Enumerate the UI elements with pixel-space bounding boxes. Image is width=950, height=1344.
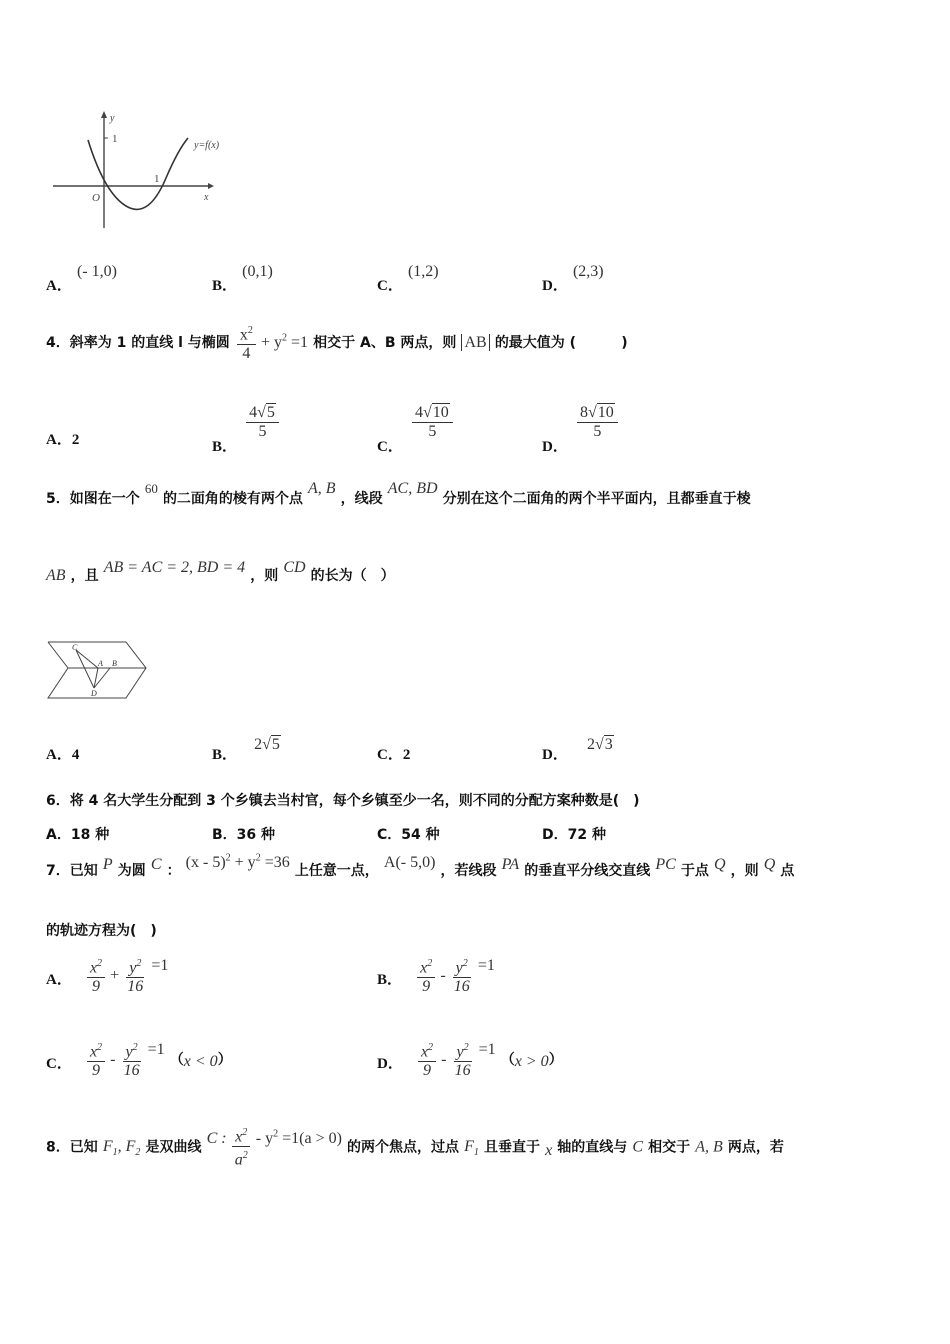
option-label: A． [46, 278, 72, 294]
y-axis-arrow [101, 111, 107, 118]
q3-option-d[interactable] [542, 260, 604, 294]
q3-option-c[interactable] [377, 260, 439, 294]
function-graph [48, 108, 248, 233]
q3-option-a[interactable] [46, 260, 117, 294]
svg-text:A: A [98, 659, 103, 668]
origin-label: O [92, 192, 100, 204]
option-value: (0,1) [242, 263, 273, 280]
dihedral-figure [46, 640, 151, 702]
q7-option-c[interactable]: C． $\frac{x^2}{9}$ - $\frac{y^2}{16}$ =1 （x < 0） [46, 1039, 232, 1080]
q3-option-b[interactable] [212, 260, 273, 294]
q7-stem-line1: 7．已知 P 为圆 C ： $(x - 5)^2 + y^2 =36$ 上任意一点， A(- 5,0) ，若线段 PA 的垂直平分线交直线 PC 于点 Q ，则 Q 点 [46, 852, 795, 879]
q8-stem: 8．已知 $F_1$, $F_2$ 是双曲线 C : $\frac{x^2}{a^2}$ - $y^2 =1(a > 0)$ 的两个焦点，过点 $F_1$ 且垂直于 x 轴的直线与 C 相交于 A, B 两点，若 [46, 1124, 784, 1170]
function-label: y=f(x) [194, 140, 220, 151]
x-axis-arrow [208, 183, 214, 189]
option-label: D． [542, 278, 568, 294]
svg-text:D: D [91, 689, 97, 698]
q4-option-b[interactable]: B． $\frac{4√5}{5}$ [212, 404, 279, 441]
q5-stem-line2: AB ，且 AB = AC = 2, BD = 4 ，则 CD 的长为（ ） [46, 559, 395, 584]
option-label: C． [377, 278, 403, 294]
q7-option-b[interactable]: B． $\frac{x^2}{9}$ - $\frac{y^2}{16}$ =1 [377, 955, 495, 996]
y-axis-label: y [110, 113, 115, 124]
q6-option-d[interactable]: D．72 种 [542, 827, 606, 843]
abs-ab: AB [461, 334, 489, 351]
svg-text:C: C [72, 643, 78, 652]
option-label: B． [212, 278, 238, 294]
q4-option-a[interactable]: A．2 [46, 432, 80, 448]
q7-stem-line2: 的轨迹方程为( ) [46, 923, 157, 939]
q5-option-c[interactable]: C．2 [377, 747, 411, 763]
x-tick-1: 1 [154, 173, 160, 185]
option-value: (1,2) [407, 263, 439, 280]
q4-option-d[interactable]: D． $\frac{8√10}{5}$ [542, 404, 618, 441]
y-tick-1: 1 [112, 133, 118, 145]
q5-option-d[interactable]: D． 2√3 [542, 736, 613, 763]
q5-stem-line1: 5．如图在一个 $^{60}$ 的二面角的棱有两个点 A, B ，线段 AC, BD 分别在这个二面角的两个半平面内，且都垂直于棱 [46, 480, 751, 507]
q4-option-c[interactable]: C． $\frac{4√10}{5}$ [377, 404, 453, 441]
q7-option-a[interactable]: A． $\frac{x^2}{9}$ + $\frac{y^2}{16}$ =1 [46, 955, 168, 996]
q4-stem: 4．斜率为 1 的直线 l 与椭圆 $\frac{x^2}{4}$ + $y^2 =1$ 相交于 A、B 两点，则 AB 的最大值为 ( ) [46, 322, 628, 363]
q6-stem: 6．将 4 名大学生分配到 3 个乡镇去当村官，每个乡镇至少一名，则不同的分配方案种数是( ) [46, 793, 640, 809]
q5-option-b[interactable]: B． 2√5 [212, 736, 280, 763]
option-value: (- 1,0) [76, 263, 117, 280]
x-axis-label: x [204, 192, 209, 203]
svg-text:B: B [112, 659, 117, 668]
q6-option-c[interactable]: C．54 种 [377, 827, 440, 843]
curve [88, 138, 188, 209]
q5-option-a[interactable]: A．4 [46, 747, 80, 763]
q6-option-a[interactable]: A．18 种 [46, 827, 110, 843]
q6-option-b[interactable]: B．36 种 [212, 827, 276, 843]
option-value: (2,3) [572, 263, 604, 280]
q7-option-d[interactable]: D． $\frac{x^2}{9}$ - $\frac{y^2}{16}$ =1 （x > 0） [377, 1039, 563, 1080]
ellipse-fraction: $\frac{x^2}{4}$ [237, 322, 256, 363]
